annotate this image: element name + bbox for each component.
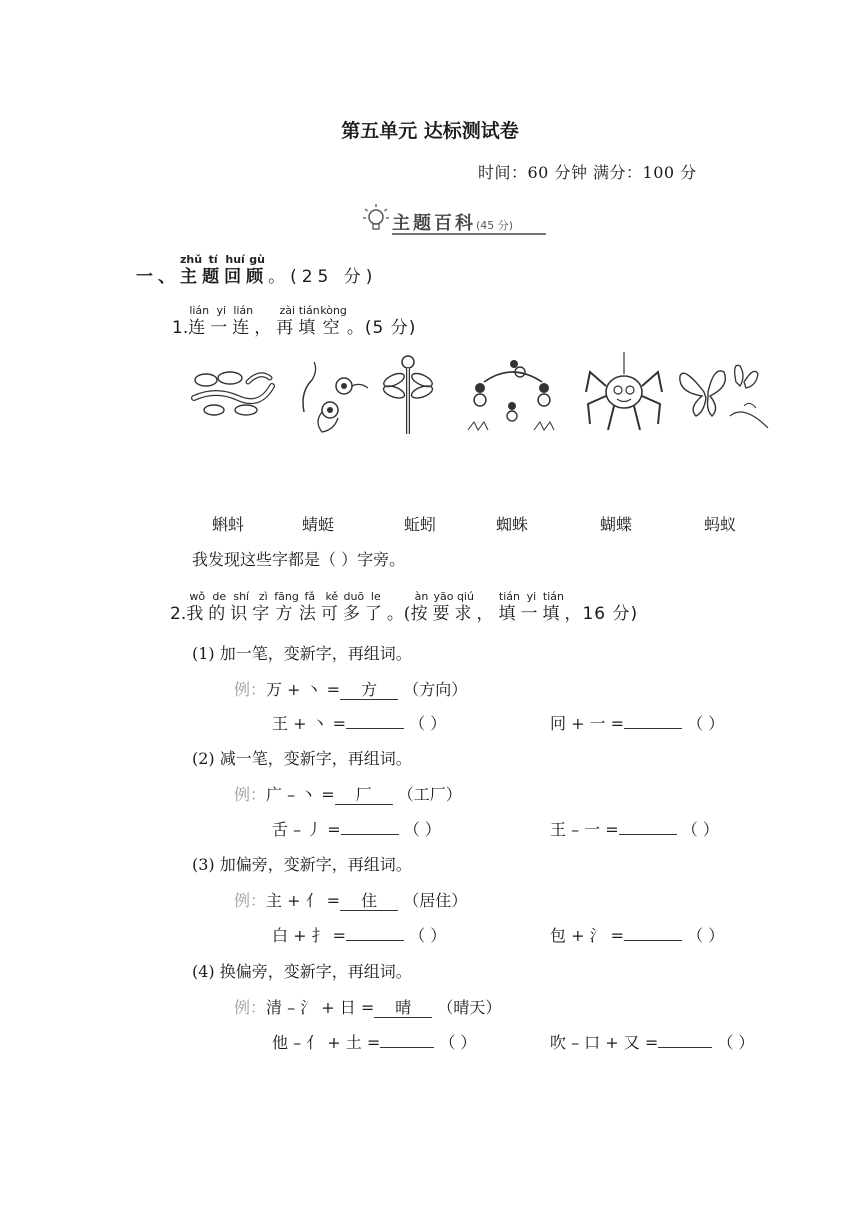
ruby-char: huí 回 <box>224 253 247 287</box>
part-2-item-1: 舌 – 丿 = （ ） <box>272 817 441 840</box>
part-1-example: 例：万 + 丶 = 方 （方向） <box>234 680 468 699</box>
part-3-item-2: 包 + 氵 = （ ） <box>550 923 724 946</box>
answer-blank[interactable] <box>658 1047 712 1048</box>
answer-blank[interactable] <box>380 1047 434 1048</box>
word-row <box>0 512 860 536</box>
word-blank[interactable]: （ ） <box>409 714 447 733</box>
word-item: 蚂蚁 <box>704 515 737 534</box>
part-2-item-2: 王 – 一 = （ ） <box>550 817 719 840</box>
section-score: 。(25 分) <box>268 267 378 287</box>
banner-underline <box>392 233 546 235</box>
section-banner <box>362 203 546 239</box>
word-item: 蜘蛛 <box>496 515 529 534</box>
example-answer: 晴 <box>374 999 432 1018</box>
ruby-char: tí 题 <box>202 253 225 287</box>
word-blank[interactable]: （ ） <box>687 926 725 945</box>
part-3-example: 例：主 + 亻 = 住 （居住） <box>234 891 468 910</box>
answer-blank[interactable] <box>341 834 399 835</box>
section-number: 一、 <box>136 267 180 287</box>
question-number: 1. <box>172 318 189 338</box>
dragonfly-icon <box>382 352 436 438</box>
word-item: 蝴蝶 <box>600 515 633 534</box>
answer-blank[interactable] <box>619 834 677 835</box>
part-4-label: (4) 换偏旁，变新字，再组词。 <box>192 962 412 981</box>
example-answer: 厂 <box>335 786 393 805</box>
question-number: 2. <box>170 604 187 624</box>
time-info: 时间：60 分钟 满分：100 分 <box>478 163 697 182</box>
part-4-example: 例：清 – 氵 + 日 = 晴 （晴天） <box>234 998 502 1017</box>
ant-icon <box>464 352 562 438</box>
ruby-char: gù 顾 <box>246 253 269 287</box>
picture-row <box>186 352 776 438</box>
part-4-item-2: 吹 – 口 + 又 = （ ） <box>550 1030 754 1053</box>
part-1-item-1: 王 + 丶 = （ ） <box>272 711 446 734</box>
part-3-item-1: 白 + 扌 = （ ） <box>272 923 446 946</box>
discover-sentence: 我发现这些字都是（ ）字旁。 <box>192 550 406 569</box>
word-blank[interactable]: （ ） <box>439 1033 477 1052</box>
word-blank[interactable]: （ ） <box>403 820 441 839</box>
question-1-heading: 1. lián 连 yi 一 lián 连 ， zài 再 tián 填 kòng 空 。(5 分) <box>172 304 417 338</box>
answer-blank[interactable] <box>624 728 682 729</box>
question-score: ，16 分) <box>564 604 639 624</box>
spider-icon <box>584 352 664 438</box>
banner-score: (45 分) <box>476 219 514 232</box>
answer-blank[interactable] <box>346 940 404 941</box>
part-3-label: (3) 加偏旁，变新字，再组词。 <box>192 855 412 874</box>
word-blank[interactable]: （ ） <box>717 1033 755 1052</box>
answer-blank[interactable] <box>624 940 682 941</box>
page-title: 第五单元 达标测试卷 <box>341 120 519 142</box>
part-1-label: (1) 加一笔，变新字，再组词。 <box>192 644 412 663</box>
banner-label: 主题百科(45 分) <box>392 213 514 234</box>
tadpole-icon <box>294 352 370 438</box>
word-item: 蝌蚪 <box>212 515 245 534</box>
word-item: 蚯蚓 <box>404 515 437 534</box>
word-blank[interactable]: （ ） <box>409 926 447 945</box>
word-item: 蜻蜓 <box>302 515 335 534</box>
question-2-heading: 2. wǒ 我 de 的 shí 识 zì 字 fāng 方 fǎ 法 kě 可 duō 多 le 了 。( àn 按 yāo 要 qiú 求 ， tián 填 yi 一 tián 填 ，16 分) <box>170 590 639 624</box>
lightbulb-icon <box>362 203 390 235</box>
example-answer: 方 <box>340 681 398 700</box>
earthworm-icon <box>186 352 278 438</box>
question-score: 。(5 分) <box>346 318 417 338</box>
butterfly-icon <box>674 352 770 438</box>
word-blank[interactable]: （ ） <box>681 820 719 839</box>
answer-blank[interactable] <box>346 728 404 729</box>
word-blank[interactable]: （ ） <box>687 714 725 733</box>
example-answer: 住 <box>340 892 398 911</box>
part-2-label: (2) 减一笔，变新字，再组词。 <box>192 749 412 768</box>
ruby-char: zhǔ 主 <box>180 253 203 287</box>
part-4-item-1: 他 – 亻 + 土 = （ ） <box>272 1030 476 1053</box>
part-1-item-2: 冋 + 一 = （ ） <box>550 711 724 734</box>
part-2-example: 例：广 – 丶 = 厂 （工厂） <box>234 785 462 804</box>
section-1-heading <box>136 253 377 288</box>
